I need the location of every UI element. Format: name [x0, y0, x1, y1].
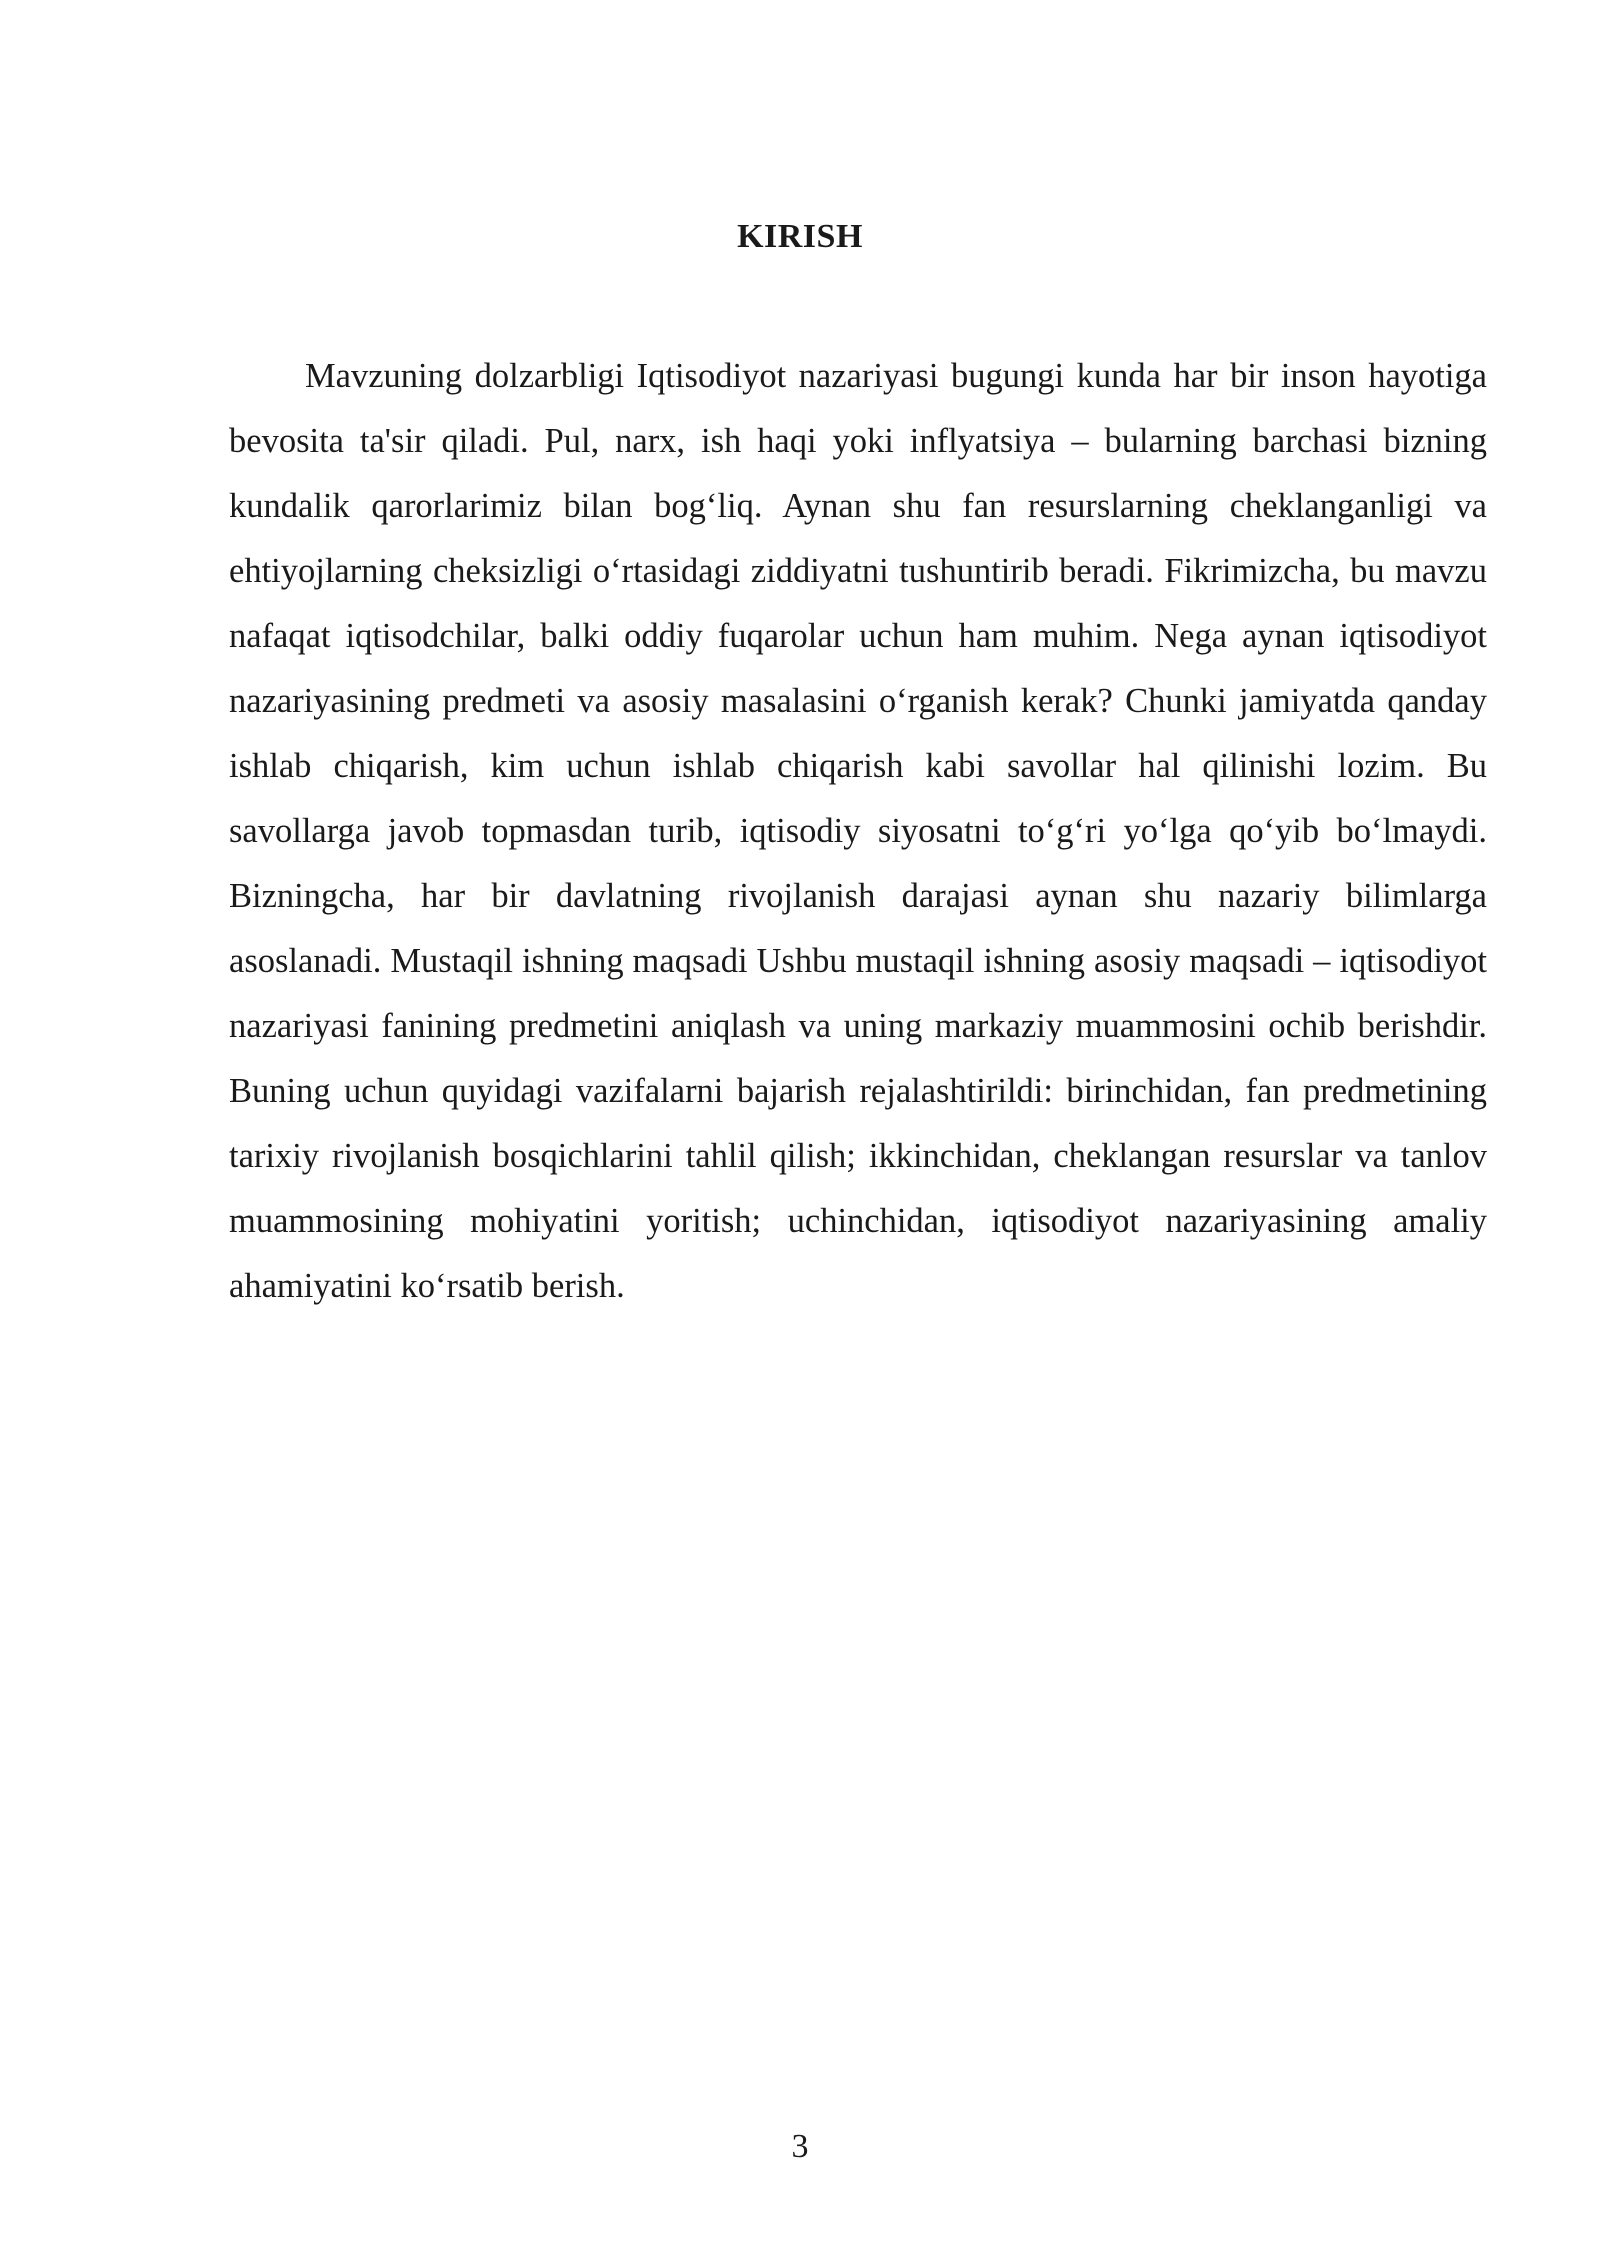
page-title: KIRISH: [737, 218, 863, 255]
body-paragraph: Mavzuning dolzarbligi Iqtisodiyot nazariyasi bugungi kunda har bir inson hayotiga bevosita ta'sir qiladi. Pul, narx, ish haqi yoki inflyatsiya – bularning barchasi bizning kundalik qarorlarimiz bilan bog‘liq. Aynan shu fan resurslarning cheklanganligi va ehtiyojlarning cheksizligi o‘rtasidagi ziddiyatni tushuntirib beradi. Fikrimizcha, bu mavzu nafaqat iqtisodchilar, balki oddiy fuqarolar uchun ham muhim. Nega aynan iqtisodiyot nazariyasining predmeti va asosiy masalasini o‘rganish kerak? Chunki jamiyatda qanday ishlab chiqarish, kim uchun ishlab chiqarish kabi savollar hal qilinishi lozim. Bu savollarga javob topmasdan turib, iqtisodiy siyosatni to‘g‘ri yo‘lga qo‘yib bo‘lmaydi. Bizningcha, har bir davlatning rivojlanish darajasi aynan shu nazariy bilimlarga asoslanadi. Mustaqil ishning maqsadi Ushbu mustaqil ishning asosiy maqsadi – iqtisodiyot nazariyasi fanining predmetini aniqlash va uning markaziy muammosini ochib berishdir. Buning uchun quyidagi vazifalarni bajarish rejalashtirildi: birinchidan, fan predmetining tarixiy rivojlanish bosqichlarini tahlil qilish; ikkinchidan, cheklangan resurslar va tanlov muammosining mohiyatini yoritish; uchinchidan, iqtisodiyot nazariyasining amaliy ahamiyatini ko‘rsatib berish.: [229, 357, 1487, 1305]
page-number: 3: [791, 2128, 809, 2165]
